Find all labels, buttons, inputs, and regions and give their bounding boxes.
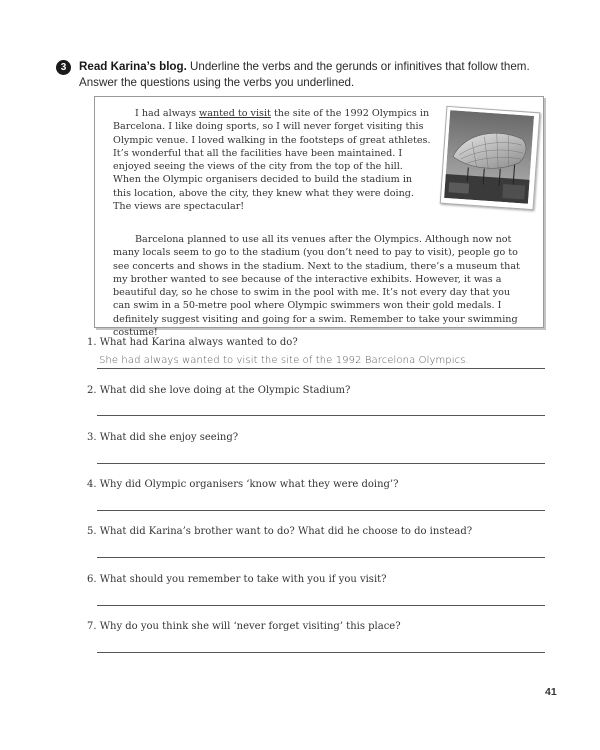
blog-p1-after: the site of the 1992 Olympics in Barcelona. I like doing sports, so I will never forget visiting this Olympic venue. I loved walking in the footsteps of great athletes. It’s wonderful that all the facilities have been maintained. I enjoyed seeing the views of the city from the top of the hill. When the Olympic organisers decided to build the stadium in this location, above the city, they knew what they were doing. The views are spectacular!: [113, 108, 431, 213]
answer-line-1[interactable]: [97, 368, 545, 369]
answer-line-5[interactable]: [97, 557, 545, 558]
page-number: 41: [545, 686, 557, 698]
blog-paragraph-1: [113, 107, 433, 213]
question-2: 2. What did she love doing at the Olympic Stadium?: [87, 385, 351, 396]
question-6: 6. What should you remember to take with you if you visit?: [87, 574, 387, 585]
question-1: 1. What had Karina always wanted to do?: [87, 337, 298, 348]
task-instruction-line2: Answer the questions using the verbs you underlined.: [79, 76, 355, 89]
task-instructions: [79, 59, 549, 91]
blog-paragraph-2: Barcelona planned to use all its venues after the Olympics. Although now not many locals seem to go to the stadium (you don’t need to pay to visit), people go to see concerts and shows in the stadium. Next to the stadium, there’s a museum that my brother wanted to see because of the interactive exhibits. However, it was a beautiful day, so he chose to swim in the pool with me. It’s not every day that you can swim in a 50-metre pool where Olympic swimmers won their gold medals. I definitely suggest visiting and going for a swim. Remember to take your swimming costume!: [113, 234, 520, 339]
answer-line-6[interactable]: [97, 605, 545, 606]
fish-sculpture-image: [444, 110, 534, 204]
blog-box: [94, 96, 544, 339]
question-3: 3. What did she enjoy seeing?: [87, 432, 239, 443]
task-instruction-line1: Underline the verbs and the gerunds or infinitives that follow them.: [186, 60, 530, 73]
question-5: 5. What did Karina’s brother want to do? What did he choose to do instead?: [87, 526, 473, 537]
answer-1-example: She had always wanted to visit the site of the 1992 Barcelona Olympics.: [99, 355, 469, 366]
task-title: Read Karina’s blog.: [79, 60, 187, 73]
blog-p1-before: I had always: [135, 108, 200, 119]
stadium-photo: [440, 106, 541, 210]
question-7: 7. Why do you think she will ‘never forget visiting’ this place?: [87, 621, 401, 632]
answer-line-2[interactable]: [97, 415, 545, 416]
question-4: 4. Why did Olympic organisers ‘know what they were doing’?: [87, 479, 399, 490]
task-number-badge: 3: [56, 60, 71, 75]
answer-line-3[interactable]: [97, 463, 545, 464]
answer-line-4[interactable]: [97, 510, 545, 511]
underlined-verb: wanted to visit: [199, 108, 271, 119]
answer-line-7[interactable]: [97, 652, 545, 653]
